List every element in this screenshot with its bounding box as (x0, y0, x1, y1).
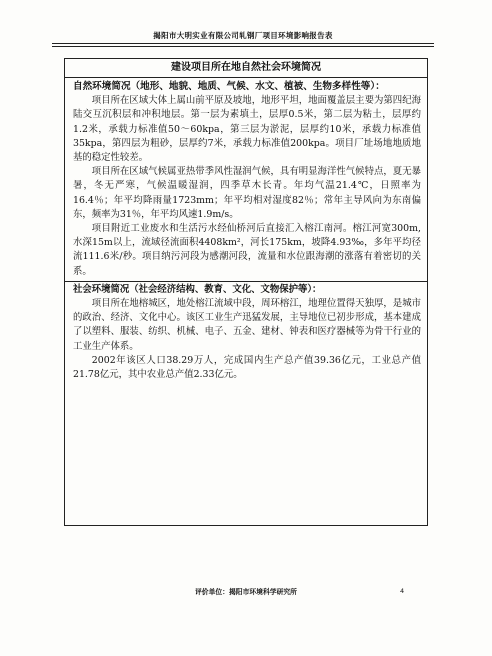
social-environment-section (65, 282, 427, 384)
hydrology-paragraph: 项目附近工业废水和生活污水经仙桥河后直接汇入榕江南河。榕江河宽300m,水深15m以上，流域径流面积4408km²，河长175km，坡降4.93‰，多年平均径流111.6米/秒。项目纳污河段为感潮河段，流量和水位跟海潮的涨落有着密切的关系。 (73, 223, 421, 277)
economy-paragraph: 2002年该区人口38.29万人，完成国内生产总产值39.36亿元，工业总产值21.78亿元，其中农业总产值2.33亿元。 (73, 354, 421, 381)
climate-paragraph: 项目所在区域气候属亚热带季风性湿润气候，具有明显海洋性气候特点，夏无暴暑，冬无严寒，气候温暖湿润，四季草木长青。年均气温21.4℃，日照率为16.4％；年平均降雨量1723mm；年平均相对湿度82％；常年主导风向为东南偏东，频率为31％，年平均风速1.9m/s。 (73, 166, 421, 220)
page-number: 4 (400, 587, 405, 595)
table-title: 建设项目所在地自然社会环境简况 (65, 59, 427, 78)
report-header: 揭阳市大明实业有限公司轧钢厂项目环境影响报告表 (52, 30, 434, 44)
district-paragraph: 项目所在地榕城区，地处榕江流域中段，周环榕江，地理位置得天独厚，是城市的政治、经济、文化中心。该区工业生产迅猛发展，主导地位已初步形成，基本建成了以塑料、服装、纺织、机械、电子、五金、建材、钟表和医疗器械等为骨干行业的工业生产体系。 (73, 298, 421, 352)
natural-environment-section (65, 78, 427, 281)
geology-paragraph: 项目所在区域大体上属山前平原及坡地，地形平坦，地面覆盖层主要为第四纪海陆交互沉积层和冲积地层。第一层为素填土，层厚0.5米，第二层为粘土，层厚约1.2米，承载力标准值50～60kpa，第三层为淤泥，层厚约10米，承载力标准值35kpa，第四层为粗砂，层厚约7米，承载力标准值200kpa。项目厂址场地地质地基的稳定性较差。 (73, 95, 421, 164)
natural-environment-heading: 自然环境简况（地形、地貌、地质、气候、水文、植被、生物多样性等）： (73, 81, 385, 92)
evaluation-unit: 评价单位：揭阳市环境科学研究所 (195, 588, 297, 596)
environment-table (64, 58, 428, 526)
social-environment-heading: 社会环境简况（社会经济结构、教育、文化、文物保护等）： (73, 283, 322, 295)
